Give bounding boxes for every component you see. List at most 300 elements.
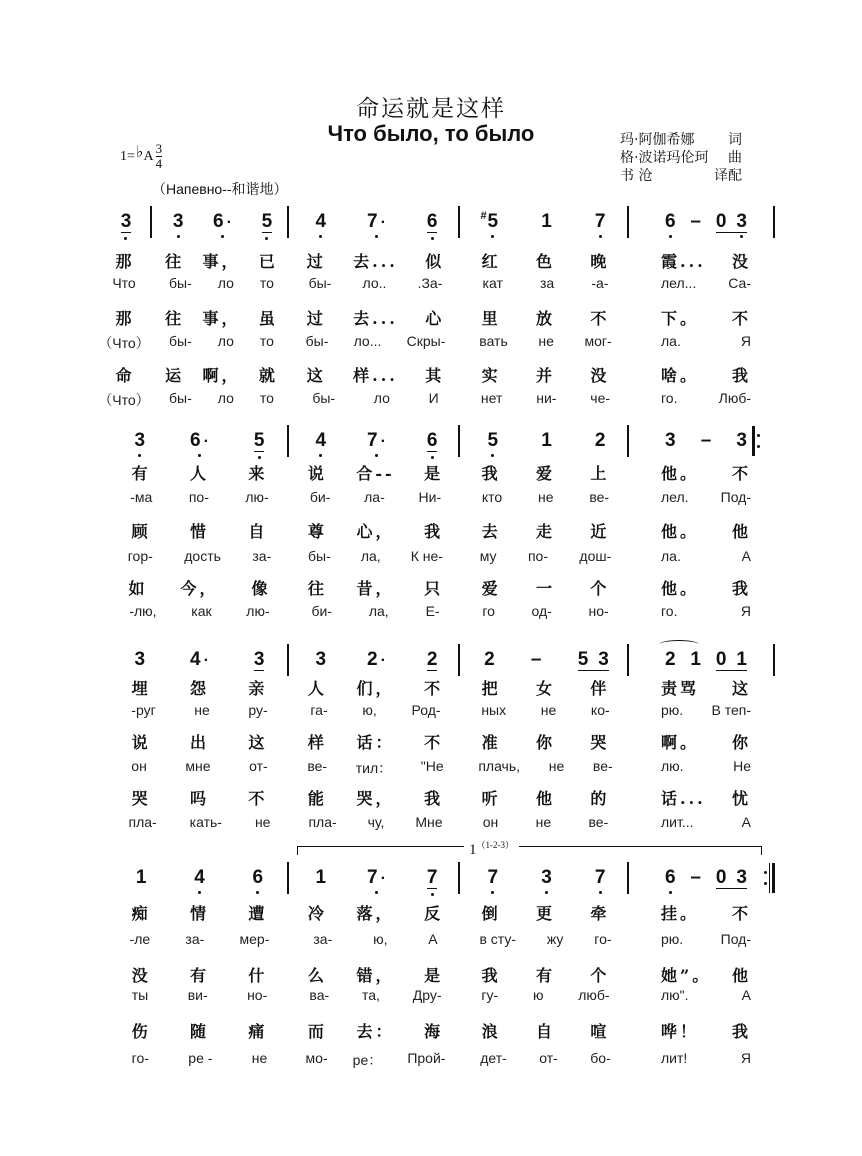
- lyric-measure: [293, 676, 458, 702]
- lyric-syllable: дость: [184, 548, 221, 564]
- lyric-measure: [112, 963, 287, 989]
- lyric-syllable: Люб-: [718, 390, 751, 406]
- lyric-syllable: В теп-: [711, 702, 751, 718]
- note: [716, 212, 727, 232]
- lyric-syllable: ве-: [589, 489, 610, 505]
- low-octave-dot: [265, 237, 268, 240]
- measure: [295, 212, 458, 238]
- note: [480, 210, 499, 232]
- lyric-syllable: А: [741, 548, 751, 564]
- note-digit: 1: [690, 649, 701, 670]
- note-token: [121, 212, 132, 233]
- note: [315, 868, 326, 888]
- note-token: [367, 868, 386, 889]
- lyric-syllable: не: [251, 1050, 268, 1066]
- note: [736, 868, 747, 888]
- lyric-syllable: А: [741, 987, 751, 1003]
- lyric-syllable: 伤: [131, 1022, 151, 1041]
- lyric-syllable: но-: [588, 603, 609, 619]
- lyric-syllable: 个: [590, 966, 610, 985]
- lyric-syllable: нет: [480, 390, 503, 406]
- note-token: [595, 431, 606, 451]
- lyric-syllable: в сту-: [479, 931, 516, 947]
- measure: [466, 650, 627, 676]
- lyric-syllable: Под-: [720, 489, 751, 505]
- lyric-syllable: ви-: [187, 987, 208, 1003]
- lyric-syllable: 他: [731, 522, 751, 541]
- lyric-syllable: 虽: [258, 309, 278, 328]
- note: [716, 650, 727, 670]
- note-token: [367, 212, 386, 233]
- note-token: [315, 868, 326, 888]
- lyric-measure: [633, 901, 773, 927]
- lyric-measure: [464, 814, 627, 840]
- note-digit: 1: [736, 649, 747, 670]
- lyric-measure: [293, 306, 458, 332]
- lyric-syllable: лел.: [661, 489, 689, 505]
- lyric-measure: [464, 363, 627, 389]
- note-digit: 2: [426, 649, 438, 670]
- lyric-row-chinese: [0, 1019, 862, 1045]
- lyric-row-chinese: [0, 730, 862, 756]
- lyric-syllable: 牵: [590, 904, 610, 923]
- lyric-syllable: 那: [115, 309, 135, 328]
- lyric-syllable: 我: [481, 464, 501, 483]
- lyric-syllable: кать-: [189, 814, 222, 830]
- lyric-syllable: му: [479, 548, 497, 564]
- note: [315, 650, 326, 670]
- note-token: [134, 650, 145, 670]
- lyric-measure: [293, 901, 458, 927]
- note: [736, 650, 747, 670]
- lyric-syllable: Дру-: [412, 987, 442, 1003]
- lyric-measure: [293, 461, 458, 487]
- lyric-syllable: лю".: [661, 987, 689, 1003]
- low-octave-dot: [198, 891, 201, 894]
- notes-row: [0, 431, 862, 457]
- barline: [287, 644, 289, 676]
- lyric-syllable: 出: [189, 733, 209, 752]
- lyric-syllable: "Не: [420, 758, 444, 774]
- lyric-syllable: то: [259, 333, 274, 349]
- lyric-syllable: 浪: [481, 1022, 501, 1041]
- lyric-measure: [112, 519, 287, 545]
- lyric-syllable: гор-: [127, 548, 153, 564]
- lyric-syllable: ру-: [248, 702, 268, 718]
- lyric-syllable: ве-: [592, 758, 613, 774]
- credit-translator: [620, 167, 742, 185]
- lyric-syllable: 就: [258, 366, 278, 385]
- lyric-measure: [633, 363, 773, 389]
- low-octave-dot: [740, 235, 743, 238]
- note-digit: 5: [261, 211, 273, 232]
- lyric-measure: [156, 249, 287, 275]
- low-octave-dot: [431, 456, 434, 459]
- lyric-syllable: 人: [189, 464, 209, 483]
- lyric-measure: [464, 676, 627, 702]
- barline: [627, 425, 629, 457]
- note-digit: 2: [594, 430, 606, 451]
- lyric-syllable: 样...: [353, 366, 398, 385]
- low-octave-dot: [138, 454, 141, 457]
- measure: [295, 650, 458, 676]
- lyric-syllable: ла.: [661, 333, 681, 349]
- lyric-measure: [293, 489, 458, 515]
- measure: [112, 650, 287, 676]
- note-token: [716, 650, 747, 671]
- lyric-syllable: （Что）: [98, 392, 150, 408]
- lyric-syllable: не: [538, 333, 554, 349]
- note-digit: 4: [190, 649, 201, 670]
- lyric-syllable: не: [254, 814, 271, 830]
- lyric-syllable: 忧: [731, 789, 751, 808]
- note: [121, 212, 132, 233]
- lyric-row-chinese: [0, 786, 862, 812]
- lyric-syllable: тил：: [355, 760, 393, 776]
- lyric-syllable: 个: [590, 579, 610, 598]
- dash-extension: –: [700, 430, 712, 451]
- lyric-syllable: 去...: [353, 252, 398, 271]
- low-octave-dot: [258, 456, 261, 459]
- note-digit: 7: [367, 211, 378, 232]
- note-digit: 3: [120, 211, 132, 232]
- lyric-measure: [293, 786, 458, 812]
- lyric-syllable: 啊，: [202, 366, 241, 385]
- note-digit: 0: [715, 649, 727, 670]
- title-chinese: 命运就是这样: [356, 96, 506, 122]
- lyric-syllable: 不: [731, 464, 751, 483]
- lyric-measure: [293, 730, 458, 756]
- note: [484, 650, 495, 670]
- lyric-measure: [633, 987, 773, 1013]
- note-digit: 6: [213, 211, 224, 232]
- lyric-syllable: ва-: [309, 987, 330, 1003]
- lyric-syllable: 我: [424, 789, 444, 808]
- lyric-syllable: 不: [731, 309, 751, 328]
- lyric-measure: [464, 519, 627, 545]
- lyric-syllable: 么: [307, 966, 327, 985]
- lyric-row-russian: [0, 275, 862, 301]
- note: [173, 212, 184, 232]
- note-digit: 0: [715, 211, 727, 232]
- note: [190, 650, 209, 671]
- lyric-syllable: 我: [731, 1022, 751, 1041]
- lyric-syllable: 能: [307, 789, 327, 808]
- lyric-syllable: 你: [731, 733, 751, 752]
- tie-arc: [659, 640, 699, 649]
- lyric-syllable: га-: [310, 702, 328, 718]
- beamed-group: [578, 650, 609, 671]
- lyric-measure: [633, 603, 773, 629]
- lyric-measure: [633, 548, 773, 574]
- lyric-syllable: 她”。: [661, 966, 712, 985]
- note-digit: 0: [715, 867, 727, 888]
- note-digit: 4: [194, 867, 205, 888]
- lyric-syllable: 一: [535, 579, 555, 598]
- lyric-measure: [293, 963, 458, 989]
- lyric-syllable: 没: [131, 966, 151, 985]
- lyric-row-chinese: [0, 306, 862, 332]
- volta-verses: （1-2-3）: [476, 840, 514, 850]
- low-octave-dot: [431, 893, 434, 896]
- low-octave-dot: [491, 454, 494, 457]
- lyric-row-chinese: [0, 249, 862, 275]
- lyric-syllable: за-: [252, 548, 272, 564]
- lyric-measure: [633, 333, 773, 359]
- lyric-syllable: 随: [189, 1022, 209, 1041]
- lyric-syllable: рю.: [661, 931, 684, 947]
- lyric-row-russian: [0, 548, 862, 574]
- lyric-syllable: 顾: [131, 522, 151, 541]
- repeat-start-barline: [752, 426, 760, 456]
- augmentation-dot: ·: [380, 433, 386, 450]
- note: [367, 431, 386, 452]
- pickup-measure: [108, 212, 144, 238]
- note: [578, 650, 589, 670]
- lyric-syllable: лю.: [661, 758, 684, 774]
- low-octave-dot: [256, 891, 259, 894]
- barline: [287, 206, 289, 238]
- lyric-syllable: 过: [306, 309, 326, 328]
- lyric-syllable: Скры-: [406, 333, 446, 349]
- lyric-syllable: 说: [307, 464, 327, 483]
- lyric-measure: [293, 1050, 458, 1076]
- lyric-row-chinese: [0, 519, 862, 545]
- lyric-syllable: 实: [481, 366, 501, 385]
- note: [488, 868, 499, 888]
- lyric-syllable: бы-: [169, 275, 192, 291]
- lyric-syllable: И: [428, 390, 439, 406]
- lyric-syllable: 哭: [590, 733, 610, 752]
- note-token: [701, 431, 712, 451]
- barline: [627, 206, 629, 238]
- note-token: [484, 650, 495, 670]
- lyric-measure: [464, 963, 627, 989]
- lyric-syllable: ве-: [588, 814, 609, 830]
- lyric-syllable: 这: [248, 733, 268, 752]
- lyric-measure: [112, 1050, 287, 1076]
- lyric-syllable: ве-: [307, 758, 328, 774]
- lyric-row-chinese: [0, 901, 862, 927]
- lyric-syllable: бы-: [305, 333, 329, 349]
- note: [665, 212, 676, 232]
- lyric-measure: [156, 333, 287, 359]
- note-digit: 4: [315, 211, 327, 232]
- note-digit: 3: [134, 430, 146, 451]
- note: [595, 431, 606, 451]
- lyric-syllable: 已: [258, 252, 278, 271]
- lyric-syllable: 情: [189, 904, 209, 923]
- lyric-syllable: 命: [115, 366, 135, 385]
- low-octave-dot: [545, 891, 548, 894]
- lyric-syllable: 啥。: [661, 366, 700, 385]
- lyric-syllable: мо-: [305, 1050, 328, 1066]
- lyric-row-russian: [0, 1050, 862, 1076]
- lyric-syllable: 不: [248, 789, 268, 808]
- lyric-syllable: -ле: [129, 931, 151, 947]
- note-digit: 7: [594, 867, 606, 888]
- lyric-syllable: плачь,: [478, 758, 521, 774]
- pickup-lyric: [110, 363, 140, 389]
- note-token: [427, 212, 438, 233]
- lyric-measure: [633, 786, 773, 812]
- lyric-measure: [464, 306, 627, 332]
- note: [254, 650, 265, 671]
- augmentation-dot: ·: [380, 214, 386, 231]
- note: [315, 212, 326, 232]
- lyric-syllable: А: [741, 814, 751, 830]
- note-token: [367, 650, 386, 671]
- lyric-syllable: （Что）: [98, 335, 150, 351]
- key-note: A: [143, 148, 154, 164]
- note-token: [213, 212, 232, 233]
- lyric-row-chinese: [0, 576, 862, 602]
- low-octave-dot: [319, 454, 322, 457]
- lyric-syllable: 心，: [356, 522, 395, 541]
- lyric-syllable: 自: [535, 1022, 555, 1041]
- lyric-syllable: 说: [131, 733, 151, 752]
- low-octave-dot: [124, 237, 127, 240]
- augmentation-dot: ·: [203, 652, 209, 669]
- note-token: [541, 212, 552, 232]
- lyric-syllable: 事，: [202, 252, 241, 271]
- lyric-measure: [112, 814, 287, 840]
- note-token: [578, 650, 609, 671]
- lyric-syllable: Е-: [425, 603, 440, 619]
- note: [134, 431, 145, 451]
- barline: [627, 862, 629, 894]
- lyric-syllable: 听: [481, 789, 501, 808]
- note-digit: 3: [134, 649, 146, 670]
- lyric-syllable: 埋: [131, 679, 151, 698]
- pickup-lyric: [96, 275, 152, 301]
- measure: [466, 212, 627, 238]
- note-token: [427, 431, 438, 452]
- lyric-measure: [633, 519, 773, 545]
- lyric-measure: [464, 786, 627, 812]
- lyric-measure: [464, 275, 627, 301]
- note-token: [665, 650, 676, 670]
- lyric-syllable: за: [539, 275, 555, 291]
- lyric-row-russian: [0, 390, 862, 416]
- lyric-syllable: ло...: [353, 333, 382, 349]
- note-digit: 3: [736, 867, 747, 888]
- lyric-syllable: ло..: [362, 275, 387, 291]
- lyric-syllable: 准: [481, 733, 501, 752]
- lyric-row-russian: [0, 603, 862, 629]
- lyric-syllable: кто: [481, 489, 503, 505]
- lyric-measure: [293, 390, 458, 416]
- low-octave-dot: [319, 235, 322, 238]
- lyric-syllable: 往: [165, 309, 185, 328]
- lyric-syllable: 哭: [131, 789, 151, 808]
- note: [190, 431, 209, 452]
- lyric-measure: [633, 489, 773, 515]
- lyric-syllable: 霞...: [661, 252, 706, 271]
- lyric-measure: [293, 576, 458, 602]
- low-octave-dot: [375, 891, 378, 894]
- lyric-syllable: 你: [535, 733, 555, 752]
- lyric-syllable: 痴: [131, 904, 151, 923]
- lyric-measure: [293, 548, 458, 574]
- notes-row: [0, 868, 862, 894]
- lyric-syllable: .За-: [417, 275, 443, 291]
- note-digit: 5: [487, 211, 499, 232]
- note-token: [665, 212, 676, 232]
- lyric-syllable: Я: [740, 333, 751, 349]
- notes-row: [0, 212, 862, 238]
- lyric-syllable: го.: [661, 390, 678, 406]
- lyric-measure: [156, 363, 287, 389]
- lyric-measure: [156, 390, 287, 416]
- low-octave-dot: [198, 454, 201, 457]
- lyric-measure: [464, 249, 627, 275]
- lyric-measure: [464, 987, 627, 1013]
- lyric-measure: [112, 1019, 287, 1045]
- lyric-syllable: 不: [590, 309, 610, 328]
- note: [427, 650, 438, 671]
- lyric-syllable: 惜: [189, 522, 209, 541]
- note-token: [190, 650, 209, 671]
- lyric-syllable: бы-: [169, 390, 192, 406]
- lyric-syllable: Я: [740, 1050, 751, 1066]
- note-token: [716, 212, 747, 233]
- lyric-measure: [464, 702, 627, 728]
- note-token: [716, 868, 747, 889]
- lyric-syllable: не: [538, 489, 554, 505]
- note-digit: 1: [541, 430, 552, 451]
- lyric-syllable: Что: [112, 275, 136, 291]
- note-digit: 3: [315, 649, 327, 670]
- lyric-syllable: го-: [131, 1050, 149, 1066]
- lyric-syllable: 反: [424, 904, 444, 923]
- lyric-syllable: от-: [249, 758, 268, 774]
- note-digit: 6: [426, 211, 438, 232]
- lyric-syllable: Мне: [415, 814, 443, 830]
- lyric-syllable: че-: [590, 390, 611, 406]
- lyric-syllable: не: [535, 814, 552, 830]
- low-octave-dot: [177, 235, 180, 238]
- barline: [458, 862, 460, 894]
- note: [254, 431, 265, 452]
- lyric-measure: [464, 730, 627, 756]
- lyric-syllable: Под-: [720, 931, 751, 947]
- note: [541, 868, 552, 888]
- note: [136, 868, 147, 888]
- lyric-measure: [633, 390, 773, 416]
- lyric-syllable: лит!: [661, 1050, 688, 1066]
- barline: [458, 206, 460, 238]
- measure: [295, 431, 458, 457]
- lyric-row-russian: [0, 333, 862, 359]
- lyric-syllable: 合--: [356, 464, 395, 483]
- augmentation-dot: ·: [203, 433, 209, 450]
- lyric-syllable: то: [259, 390, 274, 406]
- note-token: [367, 431, 386, 452]
- note-token: [427, 868, 438, 889]
- note-token: [262, 212, 273, 233]
- lyric-syllable: 们，: [356, 679, 395, 698]
- lyric-measure: [293, 987, 458, 1013]
- lyric-syllable: 过: [306, 252, 326, 271]
- low-octave-dot: [491, 891, 494, 894]
- lyric-syllable: 话：: [356, 733, 395, 752]
- lyric-row-russian: [0, 702, 862, 728]
- note-token: [736, 431, 747, 451]
- augmentation-dot: ·: [380, 870, 386, 887]
- lyric-syllable: Ни-: [418, 489, 442, 505]
- lyric-measure: [633, 758, 773, 784]
